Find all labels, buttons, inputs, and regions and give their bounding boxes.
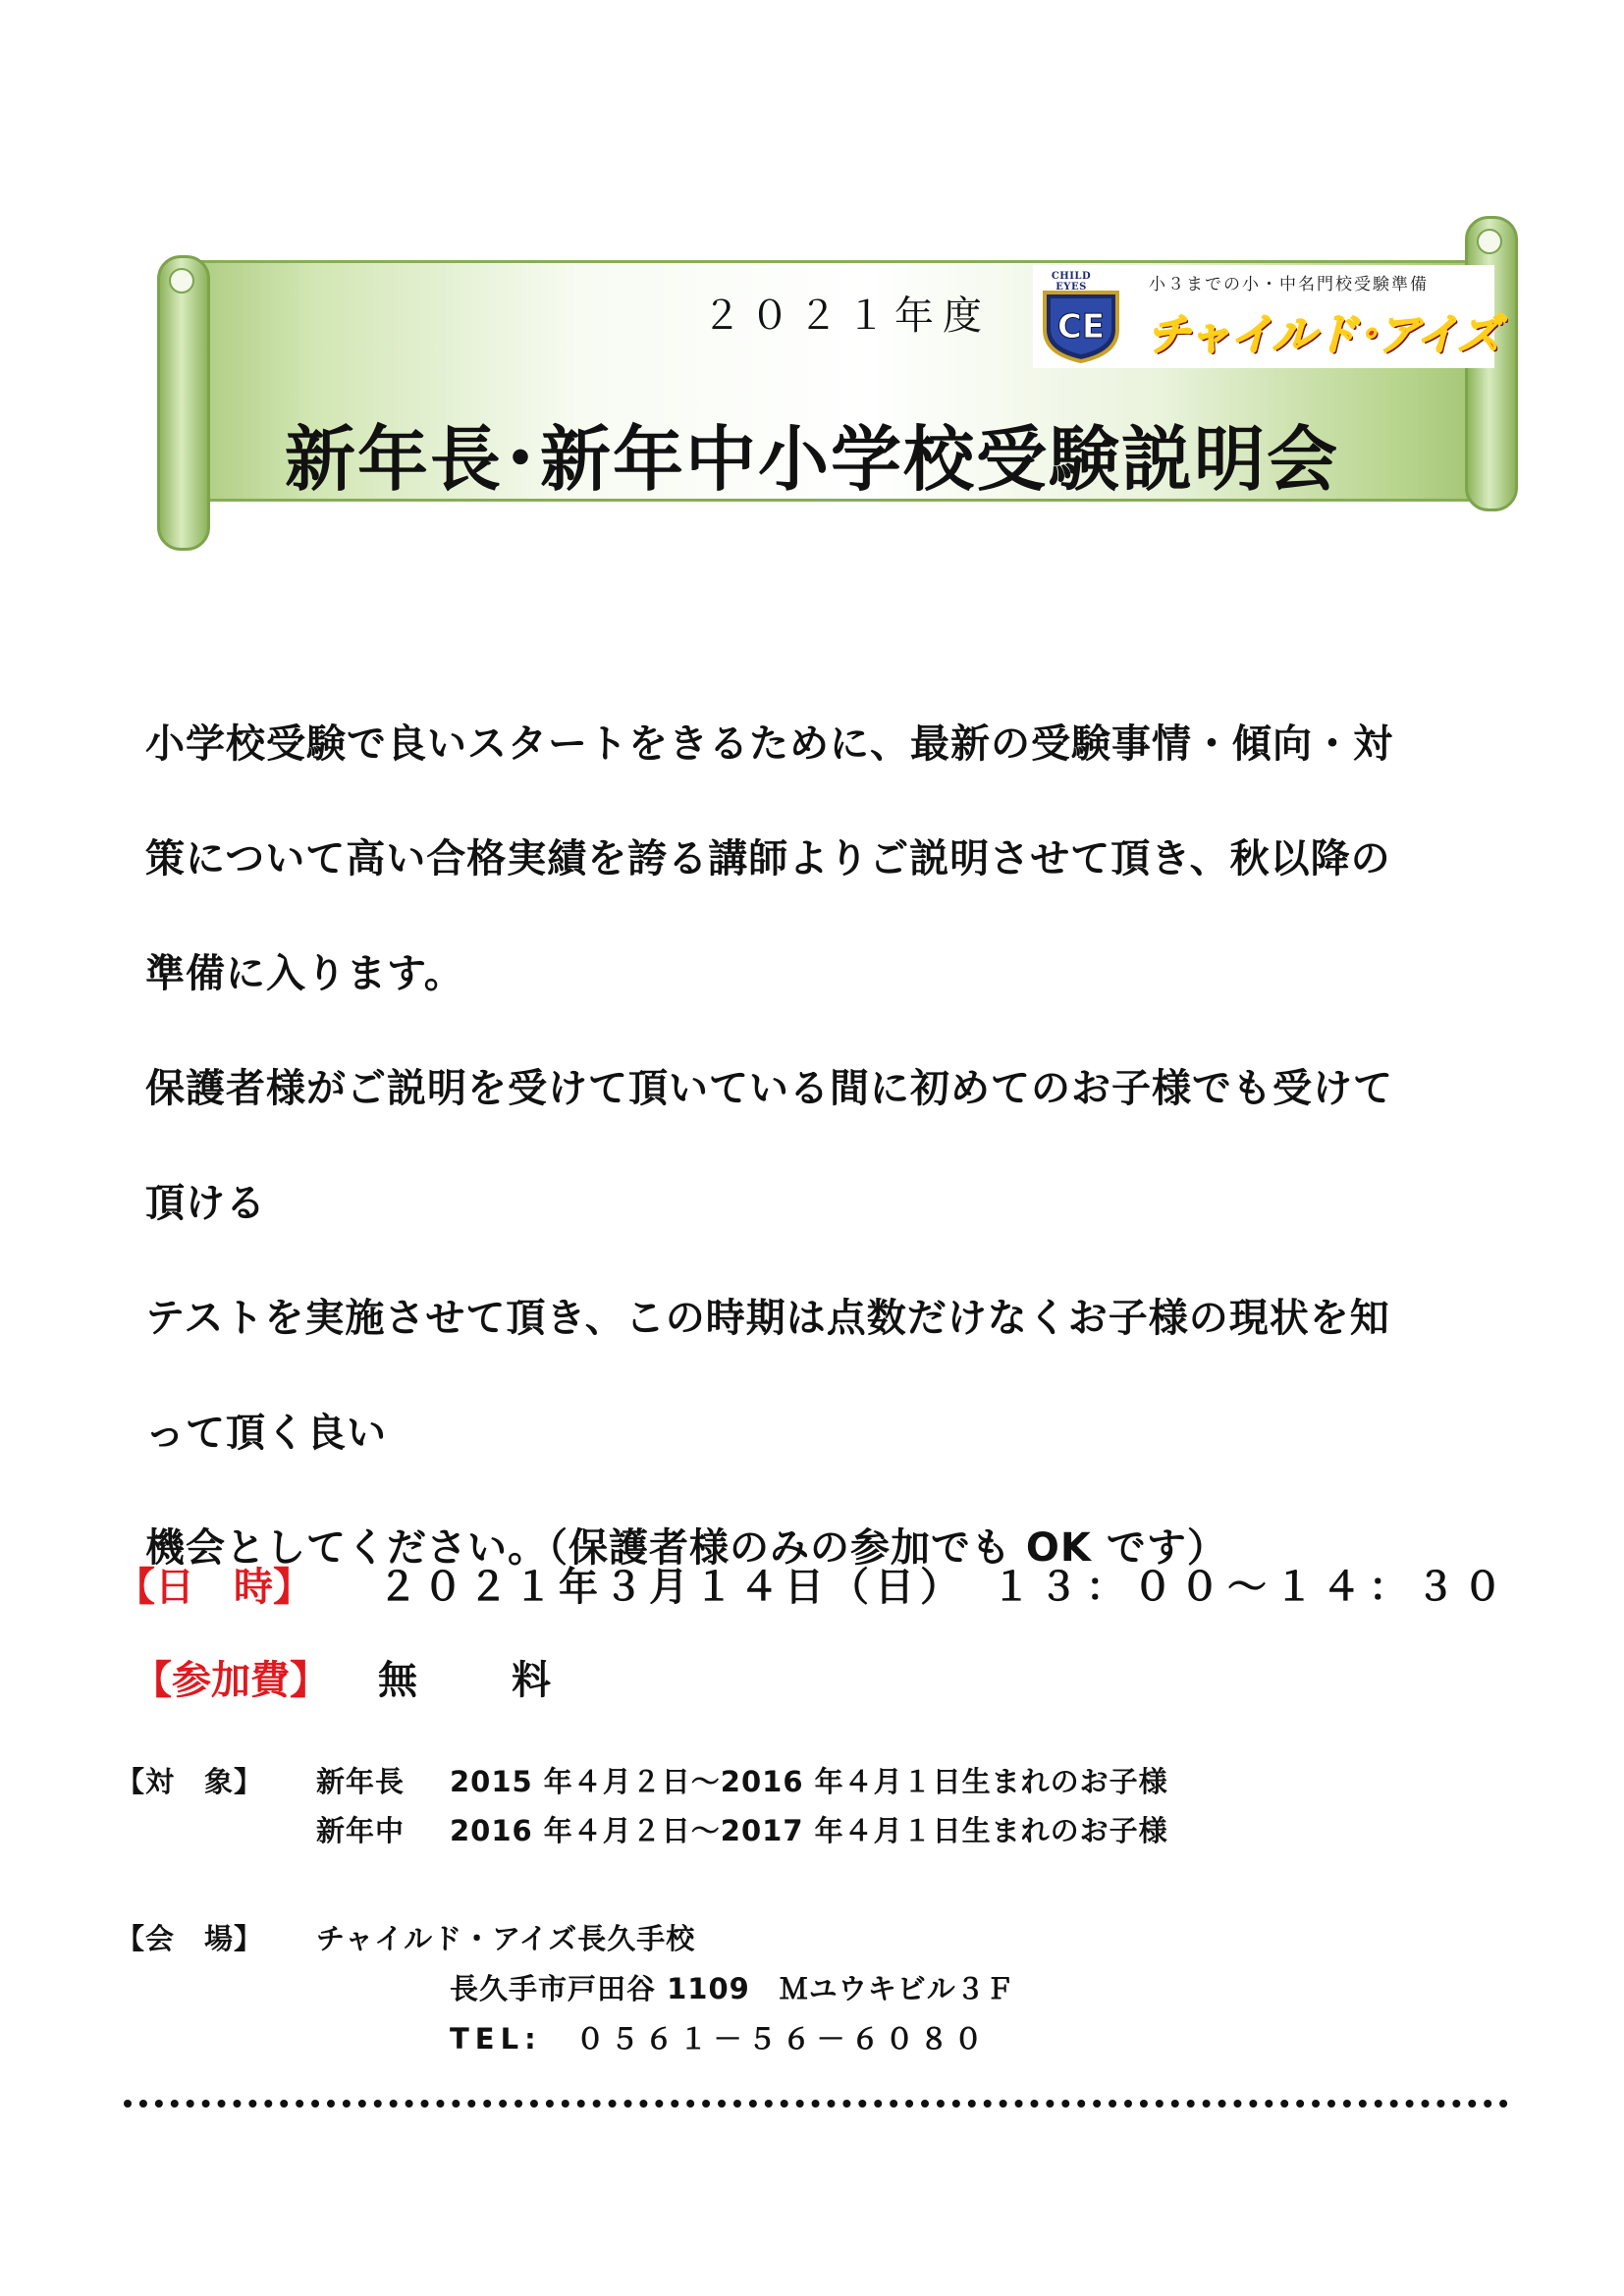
target-grade: 新年中 [316, 1814, 406, 1847]
dotted-divider [124, 2100, 1508, 2108]
schedule-label: 【日 時】 [116, 1565, 312, 1610]
schedule-date: ２０２１年３月１４日（日） [378, 1565, 965, 1610]
schedule-time: １３：００～１４：３０ [992, 1565, 1510, 1610]
intro-line: って頂く良い [145, 1411, 387, 1456]
logo-tagline: 小３までの小・中名門校受験準備 [1149, 275, 1429, 294]
intro-line: 小学校受験で良いスタートをきるために、最新の受験事情・傾向・対 [145, 721, 1393, 767]
venue-label: 【会 場】 [116, 1922, 264, 1955]
fee-label: 【参加費】 [133, 1658, 329, 1703]
intro-line: テストを実施させて頂き、この時期は点数だけなくお子様の現状を知 [145, 1296, 1390, 1341]
intro-paragraph [145, 721, 1520, 1643]
venue-name: チャイルド・アイズ長久手校 [316, 1922, 696, 1955]
intro-line: 準備に入ります。 [145, 951, 464, 996]
scroll-curl-left-end [169, 268, 194, 294]
venue-address: 長久手市戸田谷 1109 Ｍユウキビル３Ｆ [450, 1972, 1015, 2005]
logo-caption: CHILD EYES [1051, 271, 1092, 293]
target-label: 【対 象】 [116, 1765, 264, 1798]
fiscal-year-label: ２０２１年度 [702, 294, 991, 339]
logo-brand-name: チャイルド･アイズ [1147, 310, 1500, 360]
page-title: 新年長･新年中小学校受験説明会 [284, 418, 1339, 501]
intro-line: 機会としてください。（保護者様のみの参加でも OK です） [145, 1525, 1227, 1571]
logo-shield-icon [1041, 287, 1121, 363]
intro-line: 保護者様がご説明を受けて頂いている間に初めてのお子様でも受けて [145, 1066, 1393, 1111]
venue-phone: TEL: ０５６１－５６－６０８０ [450, 2022, 989, 2056]
target-range: 2015 年４月２日～2016 年４月１日生まれのお子様 [450, 1765, 1168, 1798]
target-range: 2016 年４月２日～2017 年４月１日生まれのお子様 [450, 1814, 1168, 1847]
logo-emblem-text: CE [1056, 307, 1106, 347]
fee-value: 無 料 [378, 1658, 578, 1703]
intro-line: 頂ける [145, 1181, 266, 1226]
target-grade: 新年長 [316, 1765, 406, 1798]
intro-line: 策について高い合格実績を誇る講師よりご説明させて頂き、秋以降の [145, 836, 1391, 881]
scroll-curl-right-end [1477, 229, 1502, 254]
